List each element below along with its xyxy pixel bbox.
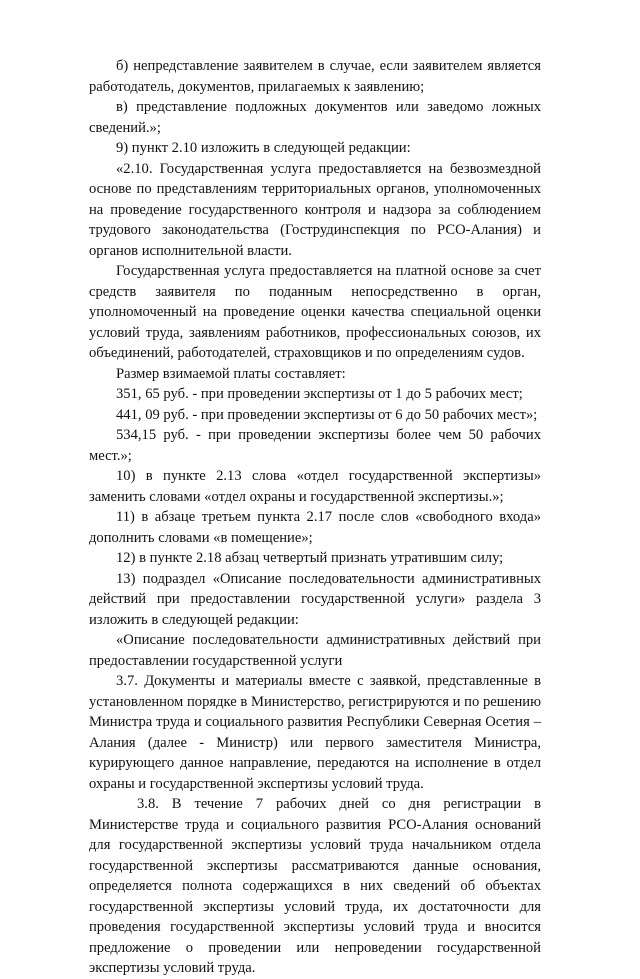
paragraph-fee-6-50: 441, 09 руб. - при проведении экспертизы от 6 до 50 рабочих мест»; (116, 406, 538, 423)
paragraph-point-9: 9) пункт 2.10 изложить в следующей редакции: (116, 140, 411, 156)
paragraph-point-10: 10) в пункте 2.13 слова «отдел государственной экспертизы» заменить словами «отдел охраны и государственной экспертизы.»; (89, 468, 541, 505)
paragraph-item-v: в) представление подложных документов или заведомо ложных сведений.»; (89, 99, 541, 136)
paragraph-point-11: 11) в абзаце третьем пункта 2.17 после слов «свободного входа» дополнить словами «в помещение»; (89, 509, 541, 546)
paragraph-point-12: 12) в пункте 2.18 абзац четвертый признать утратившим силу; (116, 550, 504, 566)
paragraph-paid-basis: Государственная услуга предоставляется на платной основе за счет средств заявителя по поданным непосредственно в орган, уполномоченный на проведение оценки качества специальной оценки условий труда, заявлениям работников, профессиональных союзов, их объединений, работодателей, страховщиков и по определениям судов. (89, 263, 541, 361)
paragraph-subsection-title: «Описание последовательности административных действий при предоставлении государственной услуги (89, 632, 541, 669)
paragraph-fee-over-50: 534,15 руб. - при проведении экспертизы более чем 50 рабочих мест.»; (89, 427, 541, 464)
paragraph-point-13: 13) подраздел «Описание последовательности административных действий при предоставлении государственной услуги» раздела 3 изложить в следующей редакции: (89, 570, 541, 628)
document-body (89, 56, 541, 979)
paragraph-3-8: 3.8. В течение 7 рабочих дней со дня регистрации в Министерстве труда и социального развития РСО-Алания оснований для государственной экспертизы условий труда начальником отдела государственной экспертизы рассматриваются данные основания, определяется полнота содержащихся в них сведений об объектах государственной экспертизы условий труда, их достаточности для проведения государственной экспертизы условий труда и вносится предложение о проведении или непроведении государственной экспертизы условий труда. (89, 796, 541, 976)
paragraph-item-b: б) непредставление заявителем в случае, если заявителем является работодатель, документов, прилагаемых к заявлению; (89, 58, 541, 95)
paragraph-fee-1-5: 351, 65 руб. - при проведении экспертизы от 1 до 5 рабочих мест; (116, 386, 523, 402)
paragraph-3-7: 3.7. Документы и материалы вместе с заявкой, представленные в установленном порядке в Министерство, регистрируются и по решению Министра труда и социального развития Республики Северная Осетия – Алания (далее - Министр) или первого заместителя Министра, курирующего данное направление, передаются на исполнение в отдел охраны и государственной экспертизы условий труда. (89, 673, 541, 792)
paragraph-fee-intro: Размер взимаемой платы составляет: (116, 365, 346, 382)
paragraph-2-10-free-basis: «2.10. Государственная услуга предоставляется на безвозмездной основе по представлениям территориальных органов, уполномоченных на проведение государственного контроля и надзора за соблюдением трудового законодательства (Гострудинспекция по РСО-Алания) и органов исполнительной власти. (89, 160, 541, 259)
